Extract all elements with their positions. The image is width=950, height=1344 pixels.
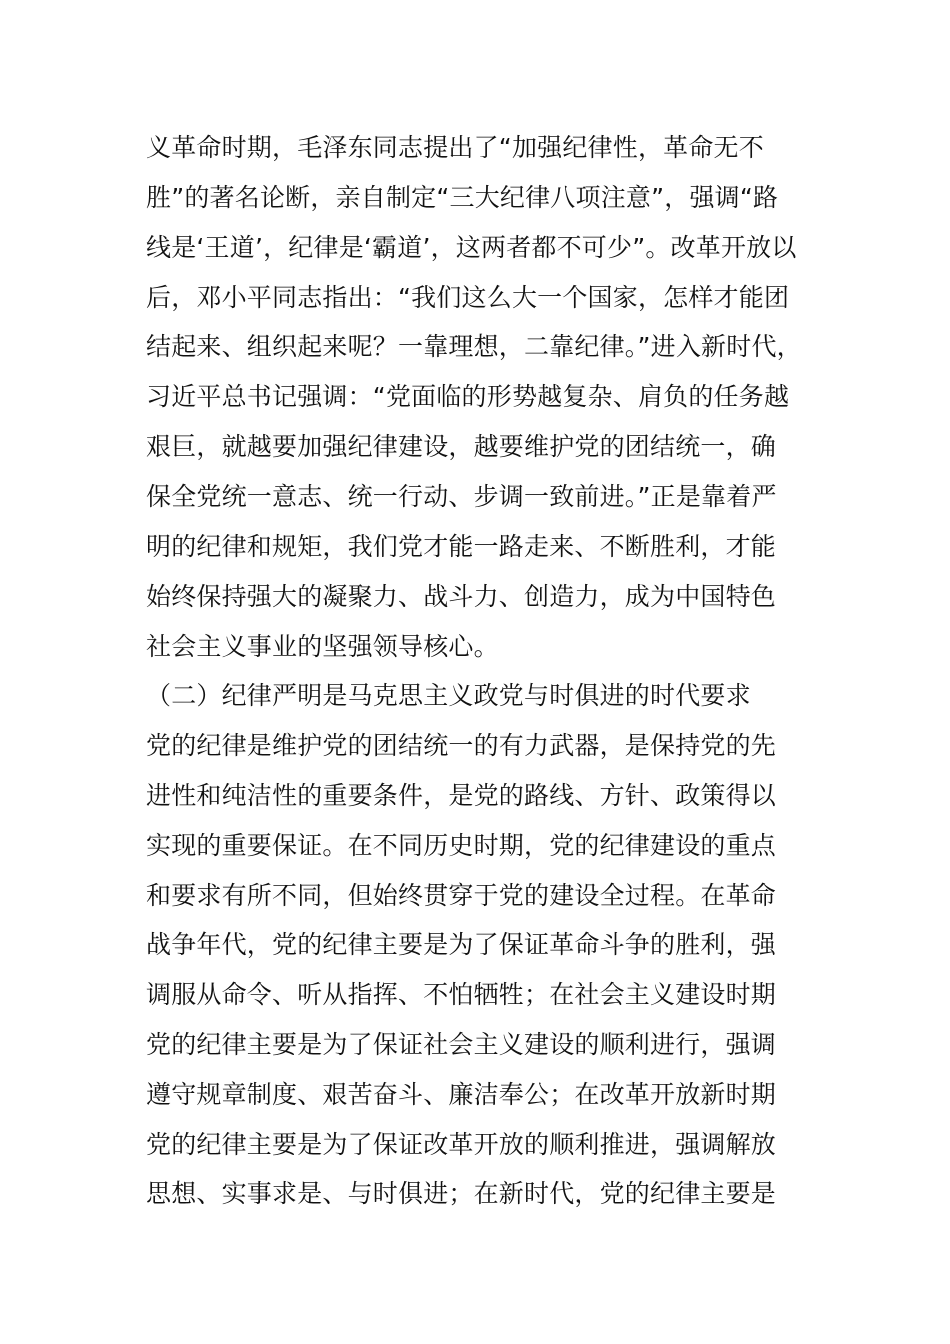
body-text-line: 社会主义事业的坚强领导核心。 — [146, 632, 499, 661]
body-text-line: 党的纪律主要是为了保证改革开放的顺利推进，强调解放 — [146, 1130, 777, 1159]
body-text-line: 和要求有所不同，但始终贯穿于党的建设全过程。在革命 — [146, 881, 777, 910]
body-text-line: 始终保持强大的凝聚力、战斗力、创造力，成为中国特色 — [146, 582, 777, 611]
body-text-line: 调服从命令、听从指挥、不怕牺牲；在社会主义建设时期 — [146, 980, 777, 1009]
body-text-line: 结起来、组织起来呢？一靠理想，二靠纪律。”进入新时代， — [146, 332, 802, 361]
body-text-line: 艰巨，就越要加强纪律建设，越要维护党的团结统一，确 — [146, 432, 777, 461]
body-text-line: 党的纪律是维护党的团结统一的有力武器，是保持党的先 — [146, 731, 777, 760]
body-text-line: 思想、实事求是、与时俱进；在新时代，党的纪律主要是 — [146, 1179, 777, 1208]
body-text-line: 线是‘王道’，纪律是‘霸道’，这两者都不可少”。改革开放以 — [146, 233, 797, 262]
body-text-line: 进性和纯洁性的重要条件，是党的路线、方针、政策得以 — [146, 781, 777, 810]
body-text-line: 实现的重要保证。在不同历史时期，党的纪律建设的重点 — [146, 831, 777, 860]
body-text-line: 遵守规章制度、艰苦奋斗、廉洁奉公；在改革开放新时期 — [146, 1080, 777, 1109]
section-heading: （二）纪律严明是马克思主义政党与时俱进的时代要求 — [146, 681, 751, 710]
body-text-line: 习近平总书记强调：“党面临的形势越复杂、肩负的任务越 — [146, 382, 790, 411]
body-text-line: 胜”的著名论断，亲自制定“三大纪律八项注意”，强调“路 — [146, 183, 779, 212]
body-text-line: 义革命时期，毛泽东同志提出了“加强纪律性，革命无不 — [146, 133, 764, 162]
body-text-line: 战争年代，党的纪律主要是为了保证革命斗争的胜利，强 — [146, 930, 777, 959]
body-text-line: 明的纪律和规矩，我们党才能一路走来、不断胜利，才能 — [146, 532, 777, 561]
body-text-line: 后，邓小平同志指出：“我们这么大一个国家，怎样才能团 — [146, 283, 790, 312]
body-text-line: 党的纪律主要是为了保证社会主义建设的顺利进行，强调 — [146, 1030, 777, 1059]
body-text-line: 保全党统一意志、统一行动、步调一致前进。”正是靠着严 — [146, 482, 777, 511]
